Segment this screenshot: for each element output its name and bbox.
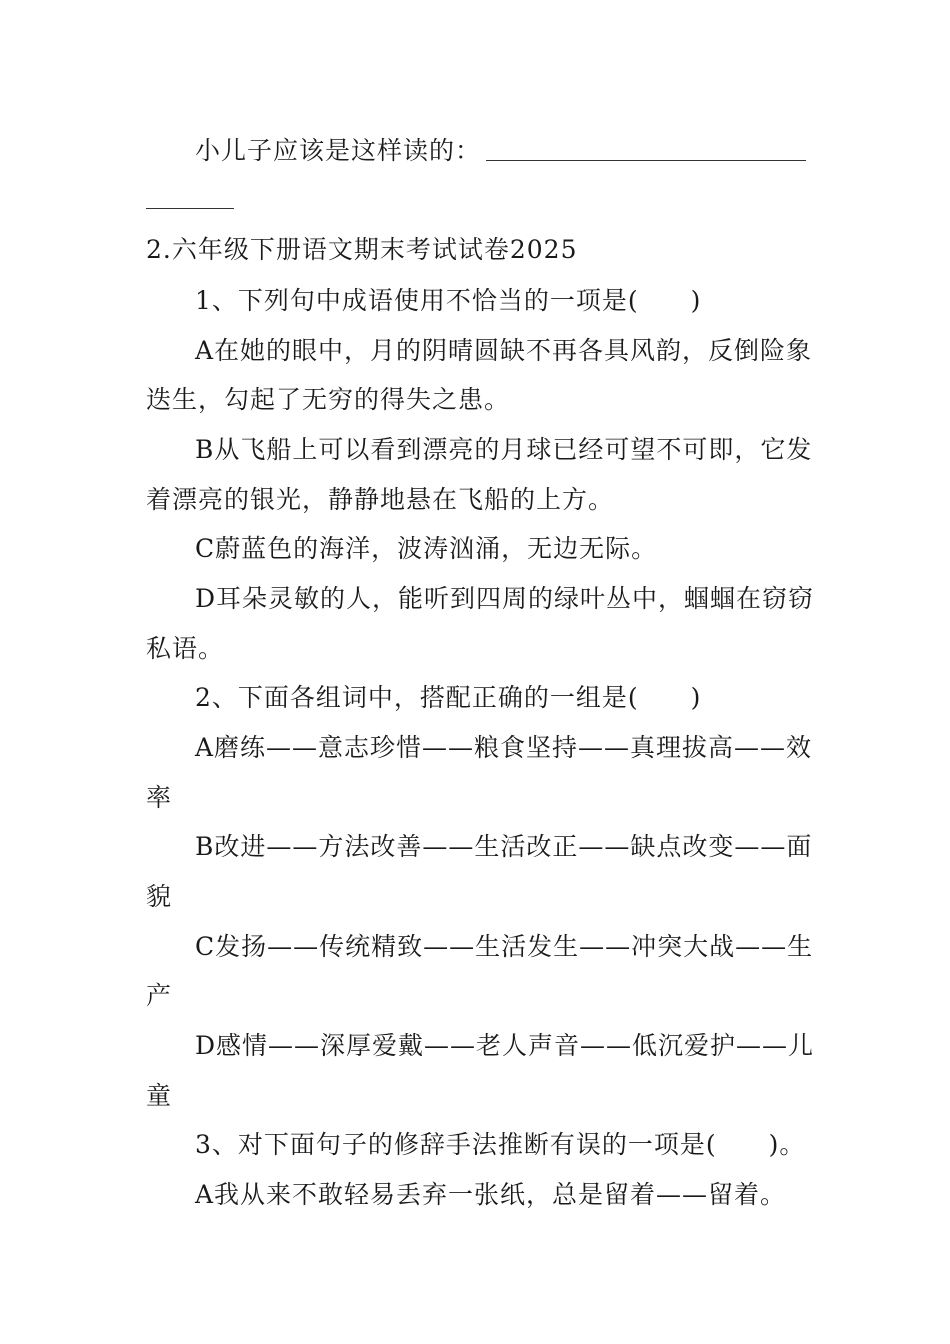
option-b-line2: 貌 bbox=[146, 882, 173, 911]
option-c-line2: 产 bbox=[146, 981, 173, 1010]
option-a-line2: 迭生，勾起了无穷的得失之患。 bbox=[146, 385, 511, 414]
question-stem: 2、下面各组词中，搭配正确的一组是( ) bbox=[195, 683, 702, 712]
question-stem: 1、下列句中成语使用不恰当的一项是( ) bbox=[195, 286, 702, 315]
option-d-line1: D耳朵灵敏的人，能听到四周的绿叶丛中，蝈蝈在窃窃 bbox=[195, 584, 815, 613]
answer-blank-line[interactable] bbox=[486, 160, 806, 161]
answer-prompt: 小儿子应该是这样读的： bbox=[195, 136, 482, 165]
option-b-line2: 着漂亮的银光，静静地悬在飞船的上方。 bbox=[146, 485, 615, 514]
option-d-line1: D感情——深厚爱戴——老人声音——低沉爱护——儿 bbox=[195, 1031, 815, 1060]
option-d-line2: 私语。 bbox=[146, 634, 225, 663]
option-a-line1: A磨练——意志珍惜——粮食坚持——真理拔高——效 bbox=[195, 733, 813, 762]
option-b-line1: B从飞船上可以看到漂亮的月球已经可望不可即，它发 bbox=[195, 435, 813, 464]
question-stem: 3、对下面句子的修辞手法推断有误的一项是( )。 bbox=[195, 1130, 806, 1159]
section-title: 2.六年级下册语文期末考试试卷2025 bbox=[146, 235, 578, 264]
answer-blank-line-continued[interactable] bbox=[146, 208, 234, 209]
option-a-line1: A在她的眼中，月的阴晴圆缺不再各具风韵，反倒险象 bbox=[195, 336, 813, 365]
option-b-line1: B改进——方法改善——生活改正——缺点改变——面 bbox=[195, 832, 813, 861]
option-c-line1: C蔚蓝色的海洋，波涛汹涌，无边无际。 bbox=[195, 534, 658, 563]
option-a-line2: 率 bbox=[146, 783, 173, 812]
option-a-line1: A我从来不敢轻易丢弃一张纸，总是留着——留着。 bbox=[195, 1180, 787, 1209]
option-d-line2: 童 bbox=[146, 1081, 173, 1110]
option-c-line1: C发扬——传统精致——生活发生——冲突大战——生 bbox=[195, 932, 814, 961]
